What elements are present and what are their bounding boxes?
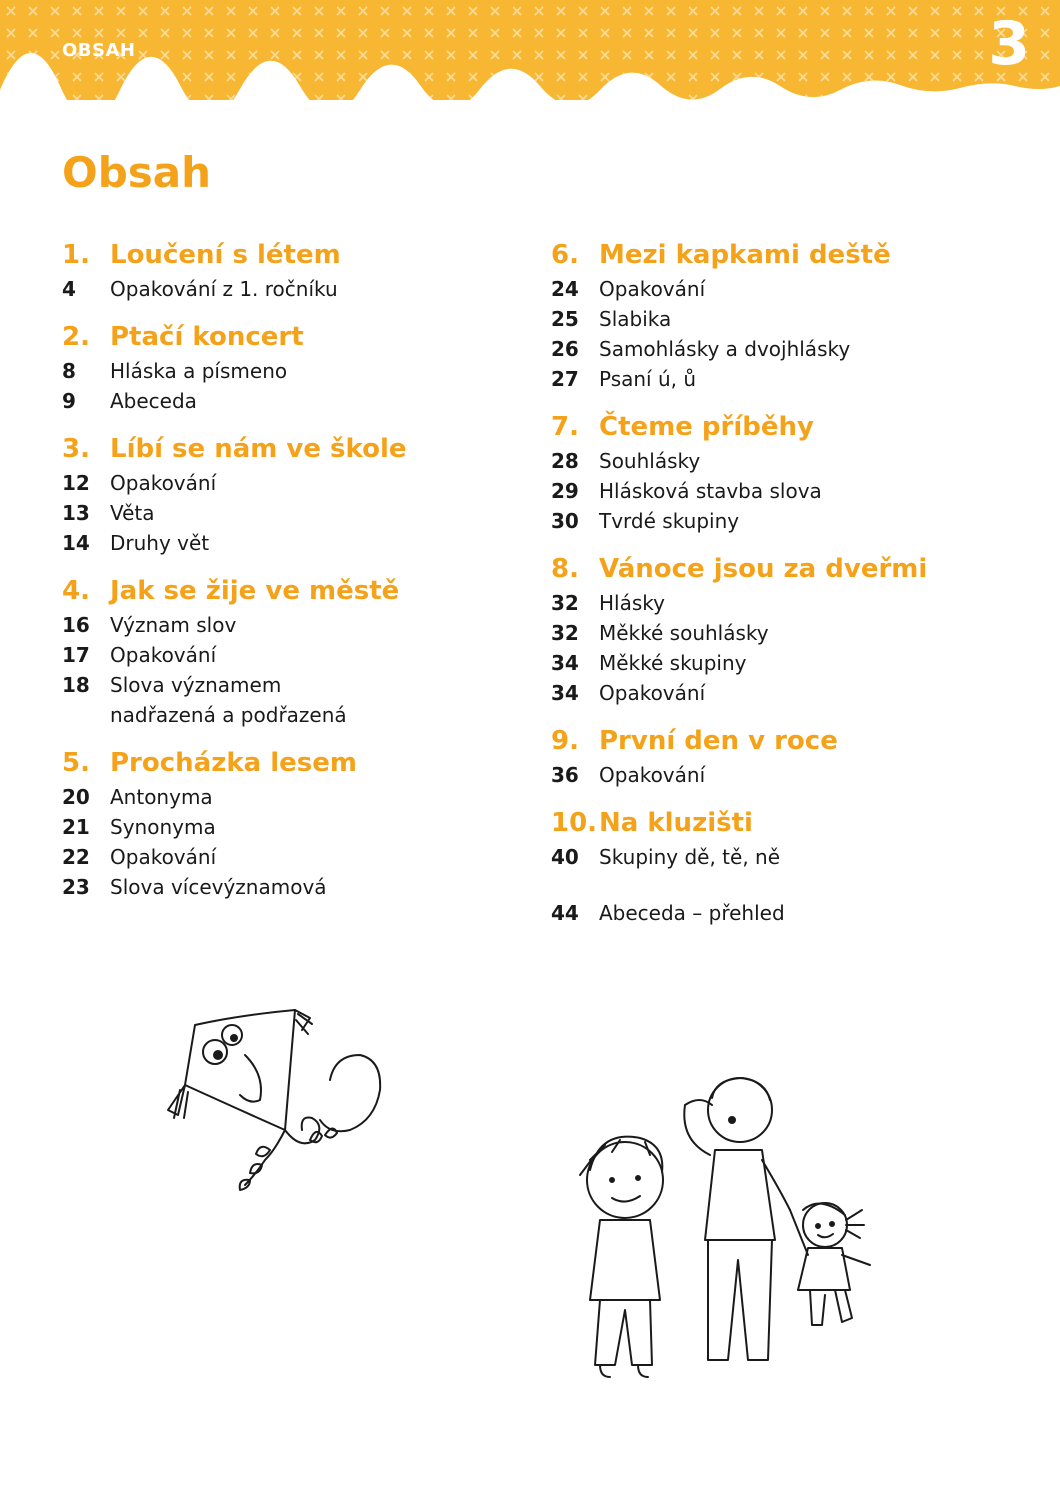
entry-page-number: 4 xyxy=(62,277,76,301)
toc-entry[interactable] xyxy=(62,842,407,872)
toc-entry[interactable] xyxy=(62,610,407,640)
entry-title: Opakování z 1. ročníku xyxy=(110,277,338,301)
toc-entry[interactable] xyxy=(551,476,927,506)
toc-entry[interactable] xyxy=(551,274,927,304)
chapter-heading[interactable] xyxy=(62,744,407,782)
chapter-number: 5. xyxy=(62,748,90,778)
entry-page-number: 32 xyxy=(551,591,579,615)
toc-entry[interactable] xyxy=(551,334,927,364)
chapter-9 xyxy=(551,722,927,790)
entry-title: Druhy vět xyxy=(110,531,210,555)
entry-title: Slova vícevýznamová xyxy=(110,875,327,899)
entry-page-number: 26 xyxy=(551,337,579,361)
toc-entry[interactable] xyxy=(62,640,407,670)
entry-page-number: 44 xyxy=(551,901,579,925)
toc-entry[interactable] xyxy=(551,446,927,476)
page-title: Obsah xyxy=(62,148,212,197)
chapter-title: Jak se žije ve městě xyxy=(110,576,400,606)
entry-page-number: 34 xyxy=(551,681,579,705)
entry-title: Věta xyxy=(110,501,155,525)
entry-title: Skupiny dě, tě, ně xyxy=(599,845,781,869)
toc-entry[interactable] xyxy=(62,468,407,498)
chapter-heading[interactable] xyxy=(62,572,407,610)
entry-page-number: 34 xyxy=(551,651,579,675)
chapter-heading[interactable] xyxy=(551,722,927,760)
entry-page-number: 14 xyxy=(62,531,90,555)
entry-title: Hlásková stavba slova xyxy=(599,479,822,503)
toc-entry[interactable] xyxy=(551,648,927,678)
chapter-5 xyxy=(62,744,407,902)
chapter-7 xyxy=(551,408,927,536)
entry-page-number: 16 xyxy=(62,613,90,637)
toc-entry[interactable] xyxy=(62,782,407,812)
chapter-8 xyxy=(551,550,927,708)
chapter-3 xyxy=(62,430,407,558)
entry-title: Antonyma xyxy=(110,785,213,809)
entry-title: Opakování xyxy=(110,471,217,495)
banner-background xyxy=(0,0,1060,100)
entry-page-number: 27 xyxy=(551,367,579,391)
toc-entry[interactable] xyxy=(551,304,927,334)
entry-page-number: 17 xyxy=(62,643,90,667)
entry-page-number: 36 xyxy=(551,763,579,787)
toc-entry[interactable] xyxy=(62,356,407,386)
header-banner xyxy=(0,0,1060,100)
entry-title: Hláska a písmeno xyxy=(110,359,288,383)
entry-title: Samohlásky a dvojhlásky xyxy=(599,337,851,361)
entry-title: Měkké skupiny xyxy=(599,651,747,675)
chapter-number: 1. xyxy=(62,240,90,270)
chapter-heading[interactable] xyxy=(551,236,927,274)
entry-page-number: 23 xyxy=(62,875,90,899)
chapter-number: 2. xyxy=(62,322,90,352)
chapter-6 xyxy=(551,236,927,394)
chapter-heading[interactable] xyxy=(62,430,407,468)
entry-title: Abeceda – přehled xyxy=(599,901,785,925)
chapter-heading[interactable] xyxy=(551,804,927,842)
chapter-number: 8. xyxy=(551,554,579,584)
chapter-4 xyxy=(62,572,407,730)
entry-title: Hlásky xyxy=(599,591,665,615)
section-label: OBSAH xyxy=(62,40,136,61)
entry-title: Souhlásky xyxy=(599,449,701,473)
entry-page-number: 21 xyxy=(62,815,90,839)
kite-illustration xyxy=(150,1000,400,1210)
entry-page-number: 8 xyxy=(62,359,76,383)
chapter-title: První den v roce xyxy=(599,726,838,756)
toc-entry[interactable] xyxy=(551,506,927,536)
toc-entry[interactable] xyxy=(551,588,927,618)
entry-title: Opakování xyxy=(599,277,706,301)
chapter-heading[interactable] xyxy=(551,550,927,588)
entry-title: Opakování xyxy=(599,763,706,787)
chapter-heading[interactable] xyxy=(62,236,407,274)
chapter-title: Ptačí koncert xyxy=(110,322,304,352)
entry-page-number: 9 xyxy=(62,389,76,413)
toc-entry[interactable] xyxy=(551,618,927,648)
chapter-title: Vánoce jsou za dveřmi xyxy=(599,554,928,584)
chapter-number: 6. xyxy=(551,240,579,270)
entry-page-number: 29 xyxy=(551,479,579,503)
chapter-title: Na kluzišti xyxy=(599,808,753,838)
chapter-heading[interactable] xyxy=(62,318,407,356)
toc-entry[interactable] xyxy=(62,812,407,842)
entry-title: Opakování xyxy=(599,681,706,705)
entry-title: Tvrdé skupiny xyxy=(599,509,740,533)
chapter-2 xyxy=(62,318,407,416)
chapter-number: 3. xyxy=(62,434,90,464)
chapter-number: 7. xyxy=(551,412,579,442)
chapter-number: 4. xyxy=(62,576,90,606)
toc-entry[interactable] xyxy=(62,670,407,730)
entry-title: Význam slov xyxy=(110,613,237,637)
chapter-1 xyxy=(62,236,407,304)
entry-page-number: 12 xyxy=(62,471,90,495)
entry-page-number: 22 xyxy=(62,845,90,869)
entry-title: Psaní ú, ů xyxy=(599,367,697,391)
toc-entry[interactable] xyxy=(62,386,407,416)
entry-page-number: 28 xyxy=(551,449,579,473)
toc-column-right xyxy=(551,236,927,928)
toc-column-left xyxy=(62,236,407,916)
chapter-title: Mezi kapkami deště xyxy=(599,240,891,270)
chapter-title: Líbí se nám ve škole xyxy=(110,434,407,464)
entry-page-number: 18 xyxy=(62,673,90,697)
toc-entry[interactable] xyxy=(551,364,927,394)
chapter-number: 10. xyxy=(551,808,598,838)
chapter-title: Loučení s létem xyxy=(110,240,341,270)
entry-page-number: 24 xyxy=(551,277,579,301)
entry-page-number: 32 xyxy=(551,621,579,645)
toc-entry[interactable] xyxy=(551,842,927,872)
page-number: 3 xyxy=(988,9,1030,79)
entry-page-number: 13 xyxy=(62,501,90,525)
entry-page-number: 30 xyxy=(551,509,579,533)
entry-title: Opakování xyxy=(110,845,217,869)
entry-title: Synonyma xyxy=(110,815,216,839)
entry-page-number: 40 xyxy=(551,845,579,869)
entry-page-number: 20 xyxy=(62,785,90,809)
entry-title: Slova významem nadřazená a podřazená xyxy=(110,673,347,727)
toc-entry[interactable] xyxy=(551,678,927,708)
entry-title: Abeceda xyxy=(110,389,197,413)
entry-title: Opakování xyxy=(110,643,217,667)
entry-title: Měkké souhlásky xyxy=(599,621,769,645)
chapter-title: Čteme příběhy xyxy=(599,412,814,442)
toc-entry[interactable] xyxy=(62,528,407,558)
chapter-title: Procházka lesem xyxy=(110,748,357,778)
entry-page-number: 25 xyxy=(551,307,579,331)
chapter-10 xyxy=(551,804,927,872)
entry-title: Slabika xyxy=(599,307,672,331)
chapter-heading[interactable] xyxy=(551,408,927,446)
toc-entry[interactable] xyxy=(62,274,407,304)
toc-entry[interactable] xyxy=(62,498,407,528)
toc-entry[interactable] xyxy=(551,760,927,790)
toc-entry[interactable] xyxy=(62,872,407,902)
toc-entry-appendix[interactable] xyxy=(551,898,927,928)
chapter-number: 9. xyxy=(551,726,579,756)
family-illustration xyxy=(550,1060,890,1390)
